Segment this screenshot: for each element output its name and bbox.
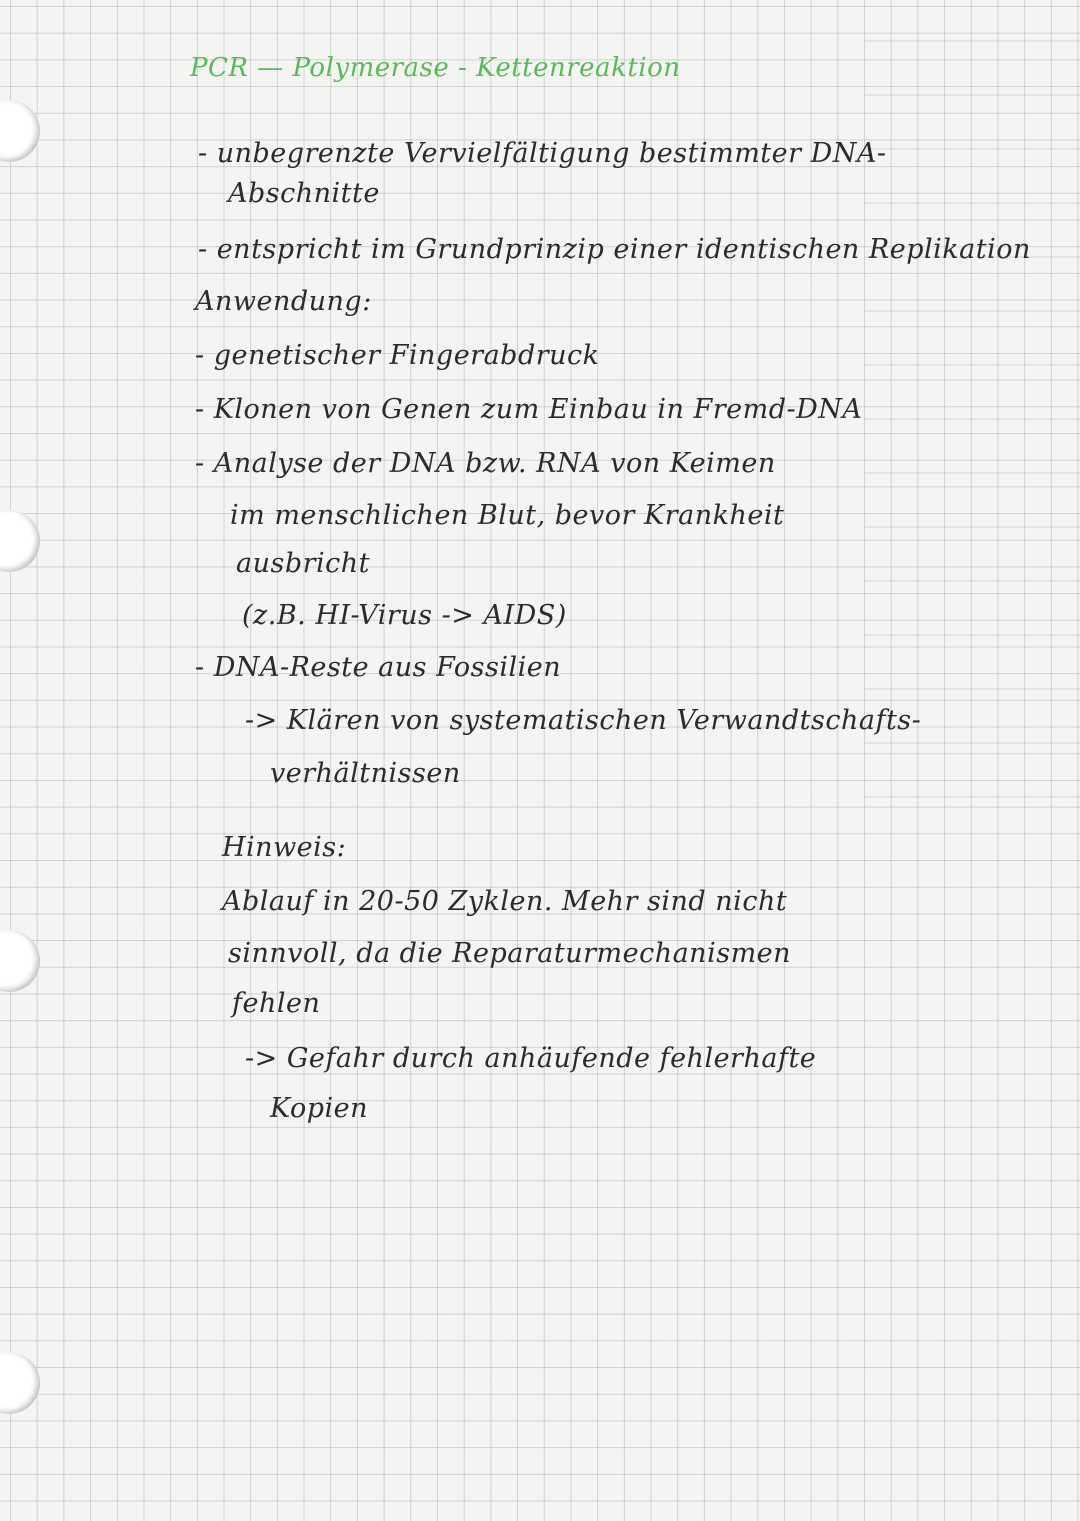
punch-hole (0, 100, 40, 162)
note-line: Kopien (270, 1093, 368, 1124)
note-line: Ablauf in 20-50 Zyklen. Mehr sind nicht (222, 886, 788, 917)
note-line: - genetischer Fingerabdruck (195, 340, 600, 371)
note-line: sinnvoll, da die Reparaturmechanismen (228, 938, 792, 969)
note-line: - Klonen von Genen zum Einbau in Fremd-DNA (195, 394, 863, 425)
note-line: verhältnissen (270, 758, 461, 789)
note-line: - entspricht im Grundprinzip einer identischen Replikation (198, 234, 1031, 265)
note-line: im menschlichen Blut, bevor Krankheit (230, 500, 785, 531)
punch-hole (0, 1352, 40, 1414)
punch-hole (0, 930, 40, 992)
note-line: - unbegrenzte Vervielfältigung bestimmter DNA- (198, 138, 887, 169)
page-title: PCR — Polymerase - Kettenreaktion (190, 53, 681, 83)
note-line: - DNA-Reste aus Fossilien (195, 652, 562, 683)
section-heading: Hinweis: (222, 832, 347, 863)
note-line: fehlen (232, 988, 321, 1019)
section-heading: Anwendung: (195, 286, 372, 317)
bleed-through-writing (865, 40, 1080, 800)
note-line: ausbricht (236, 548, 371, 579)
note-line: - Analyse der DNA bzw. RNA von Keimen (195, 448, 776, 479)
note-line: -> Klären von systematischen Verwandtschafts- (245, 705, 922, 736)
punch-hole (0, 510, 40, 572)
note-line: (z.B. HI-Virus -> AIDS) (242, 600, 567, 631)
note-line: -> Gefahr durch anhäufende fehlerhafte (245, 1043, 817, 1074)
note-line: Abschnitte (228, 178, 380, 209)
